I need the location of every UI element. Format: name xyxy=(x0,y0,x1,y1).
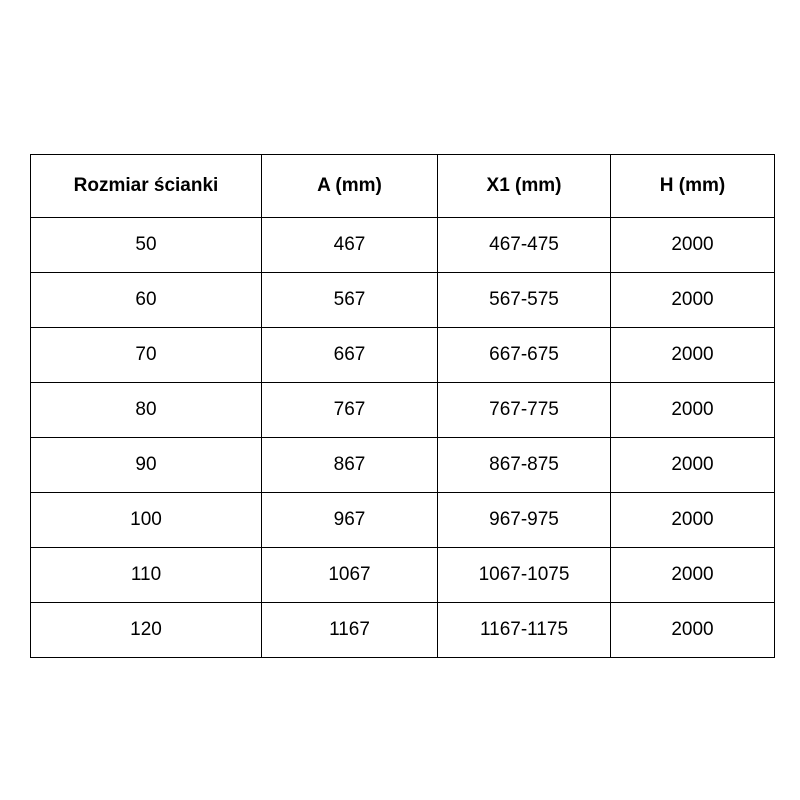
cell-a: 767 xyxy=(262,383,438,438)
cell-size: 110 xyxy=(31,548,262,603)
cell-size: 60 xyxy=(31,273,262,328)
table-row xyxy=(31,218,775,273)
specification-table xyxy=(30,154,775,658)
cell-h: 2000 xyxy=(611,328,775,383)
table-row xyxy=(31,438,775,493)
cell-x1: 667-675 xyxy=(438,328,611,383)
table-row xyxy=(31,548,775,603)
cell-a: 967 xyxy=(262,493,438,548)
cell-h: 2000 xyxy=(611,273,775,328)
specification-table-container xyxy=(30,154,770,658)
cell-a: 567 xyxy=(262,273,438,328)
cell-a: 867 xyxy=(262,438,438,493)
cell-size: 80 xyxy=(31,383,262,438)
cell-x1: 467-475 xyxy=(438,218,611,273)
cell-x1: 567-575 xyxy=(438,273,611,328)
cell-x1: 967-975 xyxy=(438,493,611,548)
cell-a: 1167 xyxy=(262,603,438,658)
cell-h: 2000 xyxy=(611,493,775,548)
cell-size: 90 xyxy=(31,438,262,493)
table-row xyxy=(31,383,775,438)
cell-size: 120 xyxy=(31,603,262,658)
cell-x1: 1167-1175 xyxy=(438,603,611,658)
column-header-h: H (mm) xyxy=(611,155,775,218)
cell-h: 2000 xyxy=(611,218,775,273)
table-row xyxy=(31,328,775,383)
table-row xyxy=(31,273,775,328)
table-row xyxy=(31,603,775,658)
column-header-size: Rozmiar ścianki xyxy=(31,155,262,218)
cell-h: 2000 xyxy=(611,548,775,603)
table-header xyxy=(31,155,775,218)
cell-x1: 867-875 xyxy=(438,438,611,493)
cell-x1: 767-775 xyxy=(438,383,611,438)
table-header-row xyxy=(31,155,775,218)
cell-h: 2000 xyxy=(611,438,775,493)
column-header-x1: X1 (mm) xyxy=(438,155,611,218)
cell-a: 467 xyxy=(262,218,438,273)
table-row xyxy=(31,493,775,548)
cell-h: 2000 xyxy=(611,603,775,658)
cell-size: 70 xyxy=(31,328,262,383)
table-body xyxy=(31,218,775,658)
cell-a: 1067 xyxy=(262,548,438,603)
cell-a: 667 xyxy=(262,328,438,383)
cell-x1: 1067-1075 xyxy=(438,548,611,603)
cell-size: 100 xyxy=(31,493,262,548)
cell-size: 50 xyxy=(31,218,262,273)
column-header-a: A (mm) xyxy=(262,155,438,218)
cell-h: 2000 xyxy=(611,383,775,438)
